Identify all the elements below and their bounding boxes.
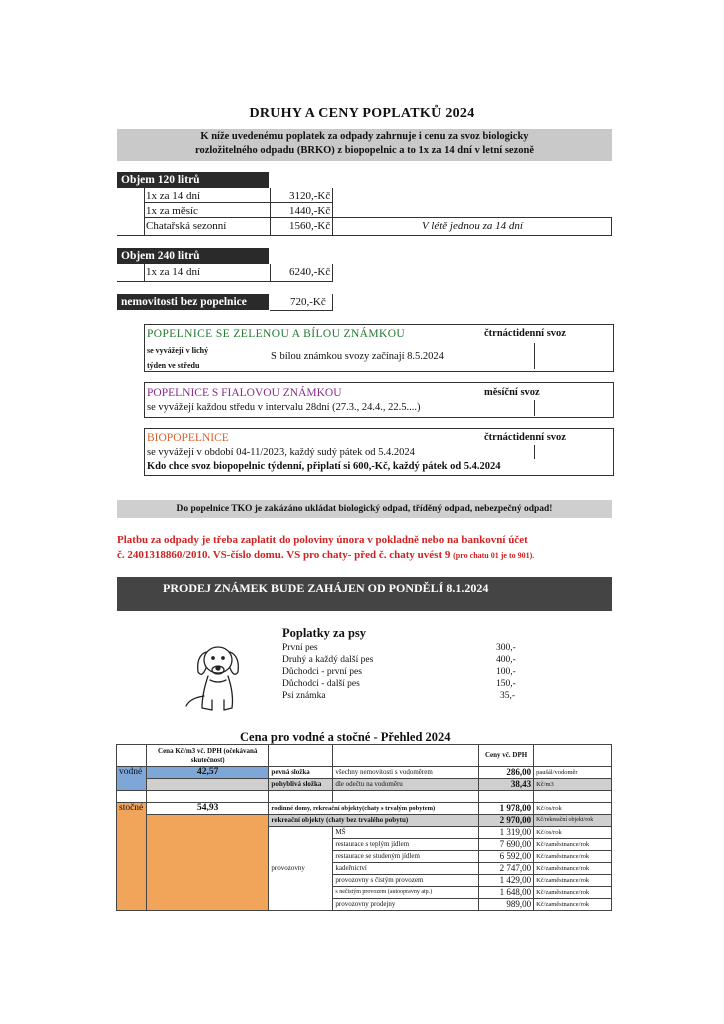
payment-line-2-wrap: [117, 549, 534, 561]
stocne-price: 2 970,00: [479, 815, 534, 827]
intro-band: [117, 129, 612, 161]
green-box-sub2: týden ve středu: [147, 361, 200, 370]
bio-box-line2: Kdo chce svoz biopopelnic týdenní, připlatí si 600,-Kč, každý pátek od 5.4.2024: [147, 461, 501, 472]
purple-box-frequency: měsíční svoz: [484, 387, 540, 398]
stocne-price: 1 978,00: [479, 803, 534, 815]
dog-fee-price: 400,-: [496, 655, 516, 665]
provozovna-desc: kadeřnictví: [333, 863, 479, 875]
green-box-note: S bílou známkou svozy začínají 8.5.2024: [271, 351, 444, 362]
spacer-cell: [534, 791, 612, 803]
green-box-frequency: čtrnáctidenní svoz: [484, 328, 566, 339]
provozovna-desc: provozovny s čistým provozem: [333, 875, 479, 887]
provozovna-unit: Kč/zaměstnance/rok: [534, 839, 612, 851]
dog-fee-label: První pes: [282, 643, 318, 653]
provozovna-unit: Kč/zaměstnance/rok: [534, 863, 612, 875]
provozovna-unit: Kč/zaměstnance/rok: [534, 899, 612, 911]
provozovna-desc: provozovny prodejny: [333, 899, 479, 911]
vodne-price: 38,43: [479, 779, 534, 791]
vodne-unit: Kč/m3: [534, 779, 612, 791]
purple-box-title: POPELNICE S FIALOVOU ZNÁMKOU: [147, 387, 342, 399]
provozovna-price: 1 319,00: [479, 827, 534, 839]
spacer-cell: [479, 791, 534, 803]
nemovitosti-cell: [270, 294, 333, 311]
spacer-cell: [146, 791, 268, 803]
dog-fee-label: Důchodci - další pes: [282, 679, 360, 689]
warning-band: Do popelnice TKO je zakázáno ukládat biologický odpad, tříděný odpad, nebezpečný odpad!: [117, 500, 612, 518]
dog-fee-row: [282, 642, 522, 654]
bio-box-frequency: čtrnáctidenní svoz: [484, 432, 566, 443]
blank-cell: [534, 745, 612, 767]
v120-table: [117, 188, 612, 236]
green-sticker-box: [144, 324, 614, 372]
dog-fee-price: 100,-: [496, 667, 516, 677]
vodne-desc: dle odečtu na vodoměru: [333, 779, 479, 791]
provozovna-price: 1 648,00: [479, 887, 534, 899]
stocne-unit: Kč/rekreační objekt/rok: [534, 815, 612, 827]
green-box-title: POPELNICE SE ZELENOU A BÍLOU ZNÁMKOU: [147, 328, 406, 340]
dog-fee-row: [282, 654, 522, 666]
v120-row-price: 3120,-Kč: [289, 190, 331, 202]
nemovitosti-price: 720,-Kč: [290, 296, 326, 308]
v120-note: V létě jednou za 14 dní: [422, 220, 523, 232]
v240-header: Objem 240 litrů: [117, 248, 269, 264]
stocne-rate: 54,93: [146, 803, 268, 815]
provozovna-unit: Kč/zaměstnance/rok: [534, 887, 612, 899]
spacer-cell: [269, 791, 333, 803]
blank-cell: [333, 745, 479, 767]
bio-box: [144, 428, 614, 476]
vodne-part: pohyblivá složka: [269, 779, 333, 791]
payment-line-1: Platbu za odpady je třeba zaplatit do poloviny února v pokladně nebo na bankovní účet: [117, 534, 528, 546]
water-table: [116, 744, 612, 911]
v240-table: [117, 264, 332, 282]
v240-row-price: 6240,-Kč: [289, 266, 331, 278]
vodne-desc: všechny nemovitosti s vodoměrem: [333, 767, 479, 779]
provozovna-desc: restaurace s teplým jídlem: [333, 839, 479, 851]
spacer-cell: [333, 791, 479, 803]
provozovna-desc: s nečistým provozem (autoopravny atp.): [333, 887, 479, 899]
dog-fee-price: 150,-: [496, 679, 516, 689]
stocne-desc: rodinné domy, rekreační objekty(chaty s trvalým pobytem): [269, 803, 479, 815]
v120-row-price: 1440,-Kč: [289, 205, 331, 217]
intro-line-2: rozložitelného odpadu (BRKO) z biopopelnic a to 1x za 14 dní v letní sezoně: [194, 145, 535, 156]
purple-sticker-box: [144, 382, 614, 418]
provozovna-price: 7 690,00: [479, 839, 534, 851]
provozovna-price: 1 429,00: [479, 875, 534, 887]
blank-cell: [269, 745, 333, 767]
dog-fees-title: Poplatky za psy: [282, 626, 367, 640]
v120-header: Objem 120 litrů: [117, 172, 269, 188]
purple-box-line: se vyvážejí každou středu v intervalu 28dní (27.3., 24.4., 22.5....): [147, 402, 421, 413]
v120-row-label: 1x za 14 dní: [146, 190, 201, 202]
vodne-unit: paušál/vodoměr: [534, 767, 612, 779]
payment-line-2: č. 2401318860/2010. VS-číslo domu. VS pro chaty- před č. chaty uvést 9: [117, 549, 451, 561]
v120-row-label: Chatařská sezonní: [146, 220, 227, 232]
dog-fees-list: [282, 642, 522, 702]
provozovna-unit: Kč/os/rok: [534, 827, 612, 839]
water-title: Cena pro vodné a stočné - Přehled 2024: [240, 730, 451, 744]
spacer-cell: [117, 791, 147, 803]
bio-box-line1: se vyvážejí v období 04-11/2023, každý sudý pátek od 5.4.2024: [147, 447, 415, 458]
vodne-rate: 42,57: [146, 767, 268, 779]
dog-fee-label: Důchodci - první pes: [282, 667, 362, 677]
dog-fee-row: [282, 666, 522, 678]
green-box-sub1: se vyvážejí v lichý: [147, 346, 209, 355]
provozovna-unit: Kč/zaměstnance/rok: [534, 851, 612, 863]
provozovna-desc: restaurace se studeným jídlem: [333, 851, 479, 863]
dog-fee-label: Druhý a každý další pes: [282, 655, 374, 665]
dog-illustration: [178, 638, 246, 718]
provozovna-price: 989,00: [479, 899, 534, 911]
page-title: DRUHY A CENY POPLATKŮ 2024: [249, 106, 475, 121]
orange-block: [146, 815, 268, 911]
dog-fee-price: 35,-: [500, 691, 516, 701]
v120-row-price: 1560,-Kč: [289, 220, 331, 232]
sale-banner: PRODEJ ZNÁMEK BUDE ZAHÁJEN OD PONDĚLÍ 8.1.2024: [117, 577, 612, 611]
dog-fee-row: [282, 690, 522, 702]
dog-fee-price: 300,-: [496, 643, 516, 653]
price-header: Ceny vč. DPH: [479, 745, 534, 767]
dog-fee-label: Psí známka: [282, 691, 326, 701]
v240-row-label: 1x za 14 dní: [146, 266, 201, 278]
stocne-label: stočné: [117, 803, 147, 911]
stocne-unit: Kč/os/rok: [534, 803, 612, 815]
nemovitosti-label: nemovitosti bez popelnice: [117, 294, 269, 310]
rate-header: Cena Kč/m3 vč. DPH (očekávaná skutečnost): [146, 745, 268, 767]
intro-line-1: K níže uvedenému poplatek za odpady zahrnuje i cenu za svoz biologicky: [200, 131, 529, 142]
provozovna-price: 2 747,00: [479, 863, 534, 875]
provozovna-price: 6 592,00: [479, 851, 534, 863]
provozovna-unit: Kč/zaměstnance/rok: [534, 875, 612, 887]
vodne-price: 286,00: [479, 767, 534, 779]
bio-box-title: BIOPOPELNICE: [147, 432, 229, 444]
dog-fee-row: [282, 678, 522, 690]
v120-row-label: 1x za měsíc: [146, 205, 198, 217]
vodne-part: pevná složka: [269, 767, 333, 779]
provozovny-label: provozovny: [269, 827, 333, 911]
payment-note: (pro chatu 01 je to 901).: [453, 551, 535, 560]
stocne-desc: rekreační objekty (chaty bez trvalého pobytu): [269, 815, 479, 827]
corner-cell: [117, 745, 147, 767]
provozovna-desc: MŠ: [333, 827, 479, 839]
gray-cell: [146, 779, 268, 791]
vodne-label: vodné: [117, 767, 147, 791]
